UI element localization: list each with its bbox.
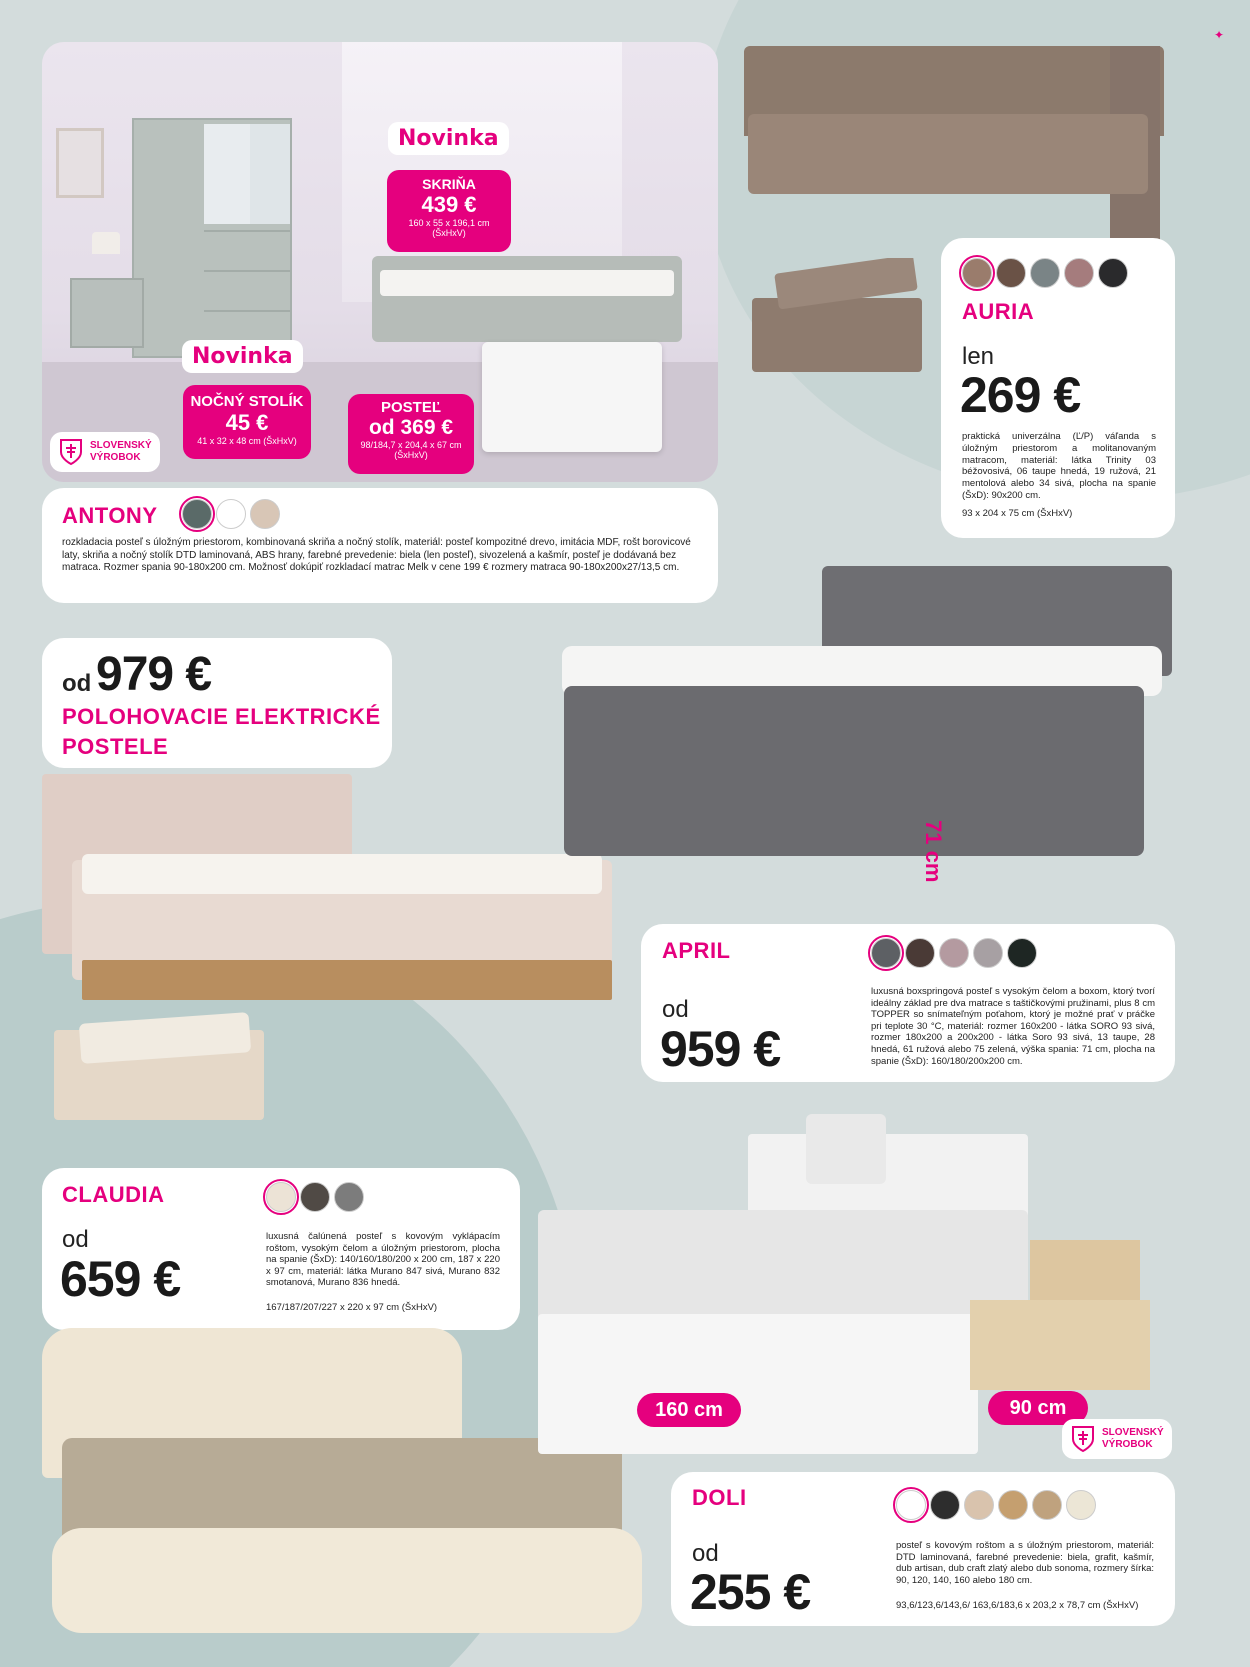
size-pill-160: 160 cm — [637, 1393, 741, 1427]
auria-swatches — [962, 258, 1128, 288]
skrina-name: SKRIŇA — [422, 176, 476, 192]
auria-price: 269 € — [960, 367, 1081, 423]
doli-swatches — [896, 1490, 1096, 1520]
claudia-swatch-2[interactable] — [300, 1182, 330, 1212]
auria-sofa-photo — [740, 42, 1172, 262]
polohovacie-od: od — [62, 670, 92, 697]
stolik-dims: 41 x 32 x 48 cm (ŠxHxV) — [197, 436, 297, 446]
april-title: APRIL — [662, 938, 731, 963]
claudia-od: od — [62, 1226, 89, 1253]
doli-dims: 93,6/123,6/143,6/ 163,6/183,6 x 203,2 x 78,7 cm (ŠxHxV) — [896, 1600, 1139, 1611]
postel-dims-unit: (ŠxHxV) — [394, 450, 428, 460]
doli-slovensky-vyrobok-badge — [1062, 1419, 1172, 1459]
postel-price-tag — [348, 394, 474, 474]
auria-swatch-1[interactable] — [962, 258, 992, 288]
size-pill-90: 90 cm — [988, 1391, 1088, 1425]
doli-slovensky-line2: VÝROBOK — [1102, 1439, 1153, 1450]
postel-name: POSTEĽ — [380, 399, 441, 416]
slovensky-line1: SLOVENSKÝ — [90, 440, 152, 451]
polohovacie-price: 979 € — [96, 648, 212, 701]
auria-title: AURIA — [962, 299, 1035, 324]
april-height-label: 71 cm — [921, 820, 946, 883]
auria-description: praktická univerzálna (Ľ/P) váľanda s úložným priestorom a molitanovaným matracom, materiál: látka Trinity 03 béžovosivá, 06 taupe hnedá, 19 ružová, 21 mentolová alebo 34 sivá, plocha na spanie (ŠxD): 90x200 cm. — [962, 431, 1156, 501]
antony-title: ANTONY — [62, 503, 158, 528]
polohovacie-title-line2: POSTELE — [62, 734, 169, 759]
wardrobe-illustration — [132, 118, 292, 358]
doli-swatch-5[interactable] — [1032, 1490, 1062, 1520]
doli-bed-160-photo — [536, 1114, 1036, 1454]
april-od: od — [662, 996, 689, 1023]
daybed-illustration — [372, 256, 682, 342]
skrina-price: 439 € — [421, 192, 477, 217]
stolik-price-tag — [183, 385, 311, 459]
slovensky-vyrobok-badge — [50, 432, 160, 472]
doli-swatch-1[interactable] — [896, 1490, 926, 1520]
auria-swatch-2[interactable] — [996, 258, 1026, 288]
auria-len: len — [962, 343, 995, 370]
antony-swatches — [182, 499, 280, 529]
doli-slovensky-line1: SLOVENSKÝ — [1102, 1427, 1164, 1438]
doli-bed-90-photo — [970, 1240, 1170, 1400]
novinka-badge-stolik: Novinka — [182, 340, 303, 373]
claudia-swatch-1[interactable] — [266, 1182, 296, 1212]
doli-swatch-3[interactable] — [964, 1490, 994, 1520]
auria-dims: 93 x 204 x 75 cm (ŠxHxV) — [962, 508, 1073, 519]
polohovacie-title-line1: POLOHOVACIE ELEKTRICKÉ — [62, 704, 381, 729]
wall-picture — [56, 128, 104, 198]
april-price: 959 € — [660, 1021, 781, 1077]
april-swatch-1[interactable] — [871, 938, 901, 968]
april-swatch-3[interactable] — [939, 938, 969, 968]
postel-dims: 98/184,7 x 204,4 x 67 cm — [360, 440, 462, 450]
doli-swatch-6[interactable] — [1066, 1490, 1096, 1520]
doli-swatch-2[interactable] — [930, 1490, 960, 1520]
white-bed-illustration — [482, 342, 662, 452]
april-swatch-2[interactable] — [905, 938, 935, 968]
claudia-dims: 167/187/207/227 x 220 x 97 cm (ŠxHxV) — [266, 1302, 438, 1313]
auria-swatch-3[interactable] — [1030, 258, 1060, 288]
doli-price: 255 € — [690, 1564, 811, 1620]
lamp-illustration — [92, 232, 120, 254]
skrina-dims-unit: (ŠxHxV) — [432, 228, 466, 238]
corner-mark: ✦ — [1214, 28, 1225, 42]
novinka-badge-skrina: Novinka — [388, 122, 509, 155]
claudia-swatch-3[interactable] — [334, 1182, 364, 1212]
doli-od: od — [692, 1540, 719, 1567]
postel-price: od 369 € — [368, 416, 454, 439]
slovak-shield-icon — [58, 438, 84, 466]
antony-swatch-1[interactable] — [182, 499, 212, 529]
april-swatches — [871, 938, 1037, 968]
doli-title: DOLI — [692, 1485, 747, 1510]
polohovacia-postel-small-photo — [50, 1010, 270, 1134]
doli-swatch-4[interactable] — [998, 1490, 1028, 1520]
auria-swatch-5[interactable] — [1098, 258, 1128, 288]
skrina-price-tag — [387, 170, 511, 252]
nightstand-illustration — [70, 278, 144, 348]
april-swatch-5[interactable] — [1007, 938, 1037, 968]
claudia-swatches — [266, 1182, 364, 1212]
stolik-name: NOČNÝ STOLÍK — [190, 393, 304, 410]
antony-swatch-2[interactable] — [216, 499, 246, 529]
auria-storage-photo — [748, 258, 930, 384]
auria-swatch-4[interactable] — [1064, 258, 1094, 288]
april-boxspring-photo — [560, 566, 1172, 926]
slovak-shield-icon — [1070, 1425, 1096, 1453]
slovensky-line2: VÝROBOK — [90, 452, 141, 463]
april-swatch-4[interactable] — [973, 938, 1003, 968]
stolik-price: 45 € — [225, 410, 269, 435]
april-description: luxusná boxspringová posteľ s vysokým čelom a boxom, ktorý tvorí ideálny základ pre dva matrace s taštičkovými pružinami, plus 8 cm TOPPER so snímateľným poťahom, ktorý je možné prať v práčke pri teplote 30 °C, materiál: rozmer 160x200 - látka SORO 93 sivá, rozmer 180x200 a 200x200 - látka Soro 93 sivá, 13 taupe, 28 hnedá, 61 ružová alebo 75 zelená, výška spania: 71 cm, plocha na spanie (ŠxD): 160/180/200x200 cm. — [871, 986, 1155, 1067]
claudia-title: CLAUDIA — [62, 1182, 165, 1207]
claudia-description: luxusná čalúnená posteľ s kovovým vyklápacím roštom, vysokým čelom a úložným priestorom, plocha na spanie (ŠxD): 140/160/180/200 x 200 cm, 187 x 220 x 97 cm, materiál: látka Murano 847 sivá, Murano 832 smotanová, Murano 836 hnedá. — [266, 1231, 500, 1289]
doli-description: posteľ s kovovým roštom a s úložným priestorom, materiál: DTD laminovaná, farebné prevedenie: biela, grafit, kašmír, dub artisan, dub craft zlatý alebo dub sonoma, rozmery šírka: 90, 120, 140, 160 alebo 180 cm. — [896, 1540, 1154, 1586]
antony-description: rozkladacia posteľ s úložným priestorom, kombinovaná skriňa a nočný stolík, materiál: posteľ kompozitné drevo, imitácia MDF, rošt borovicové laty, skriňa a nočný stolík DTD laminovaná, ABS hrany, farebné prevedenie: biela (len posteľ), sivozelená a kašmír, posteľ je dodávaná bez matraca. Rozmer spania 90-180x200 cm. Možnosť dokúpiť rozkladací matrac Melk v cene 199 € rozmery matraca 90-180x200x27/13,5 cm. — [62, 537, 691, 574]
antony-swatch-3[interactable] — [250, 499, 280, 529]
claudia-price: 659 € — [60, 1251, 181, 1307]
skrina-dims: 160 x 55 x 196,1 cm — [408, 218, 490, 228]
